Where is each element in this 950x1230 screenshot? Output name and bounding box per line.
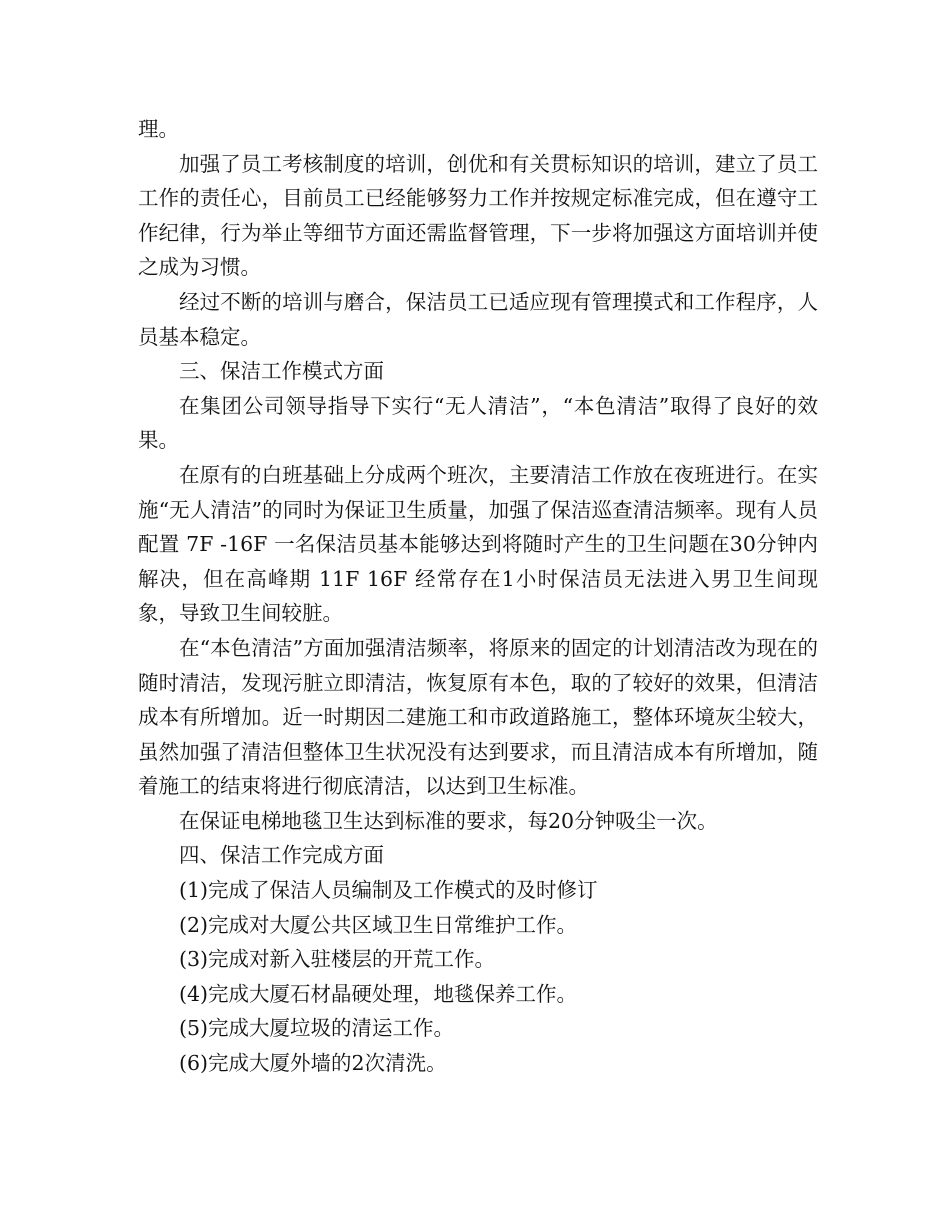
section-heading-completion: 四、保洁工作完成方面 (179, 843, 384, 868)
paragraph-staff-training: 加强了员工考核制度的培训，创优和有关贯标知识的培训，建立了员工工作的责任心，目前员工已经能够努力工作并按规定标准完成，但在遵守工作纪律，行为举止等细节方面还需监督管理，下一步将加强这方面培训并使之成为习惯。 (138, 151, 818, 280)
document-body (138, 112, 818, 1081)
paragraph-elevator-carpet: 在保证电梯地毯卫生达到标准的要求，每20分钟吸尘一次。 (179, 808, 718, 833)
list-item: (5)完成大厦垃圾的清运工作。 (179, 1016, 455, 1041)
section-heading-work-mode: 三、保洁工作模式方面 (179, 359, 384, 384)
paragraph-continuation: 理。 (138, 117, 179, 141)
paragraph-work-mode-intro: 在集团公司领导指导下实行“无人清洁”，“本色清洁”取得了良好的效果。 (138, 393, 818, 453)
paragraph-staff-stability: 经过不断的培训与磨合，保洁员工已适应现有管理摸式和工作程序，人员基本稳定。 (138, 289, 818, 349)
paragraph-shift-arrangement: 在原有的白班基础上分成两个班次，主要清洁工作放在夜班进行。在实施“无人清洁”的同时为保证卫生质量，加强了保洁巡查清洁频率。现有人员配置 7F -16F 一名保洁员基本能够达到将随时产生的卫生问题在30分钟内解决，但在高峰期 11F 16F 经常存在1小时保洁员无法进入男卫生间现象，导致卫生间较脏。 (138, 462, 818, 626)
list-item: (4)完成大厦石材晶硬处理，地毯保养工作。 (179, 981, 578, 1006)
list-item: (2)完成对大厦公共区域卫生日常维护工作。 (179, 912, 578, 937)
paragraph-original-color-cleaning: 在“本色清洁”方面加强清洁频率，将原来的固定的计划清洁改为现在的随时清洁，发现污脏立即清洁，恢复原有本色，取的了较好的效果，但清洁成本有所增加。近一时期因二建施工和市政道路施工，整体环境灰尘较大，虽然加强了清洁但整体卫生状况没有达到要求，而且清洁成本有所增加，随着施工的结束将进行彻底清洁，以达到卫生标准。 (138, 635, 818, 799)
list-item: (6)完成大厦外墙的2次清洗。 (179, 1051, 447, 1076)
list-item: (3)完成对新入驻楼层的开荒工作。 (179, 947, 496, 972)
list-item: (1)完成了保洁人员编制及工作模式的及时修订 (179, 878, 598, 903)
